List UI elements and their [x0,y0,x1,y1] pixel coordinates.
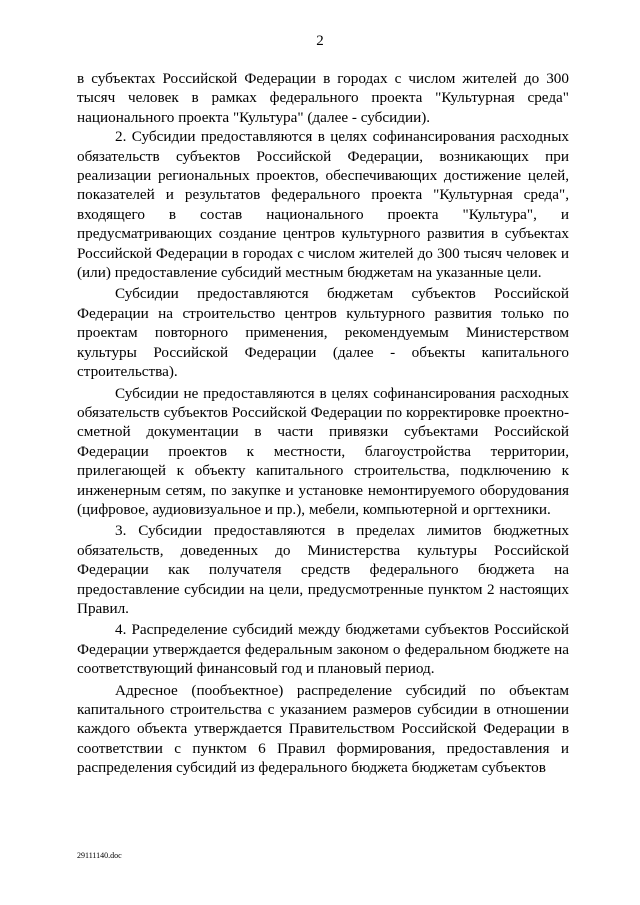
paragraph-subsidy-construction: Субсидии предоставляются бюджетам субъектов Российской Федерации на строительство центров культурного развития только по проектам повторного применения, рекомендуемым Министерством культуры Российской Федерации (далее - объекты капитального строительства). [77,285,569,381]
paragraph-continuation: в субъектах Российской Федерации в городах с числом жителей до 300 тысяч человек в рамках федерального проекта "Культурная среда" национального проекта "Культура" (далее - субсидии). [77,70,569,126]
paragraph-item-4: 4. Распределение субсидий между бюджетами субъектов Российской Федерации утверждается федеральным законом о федеральном бюджете на соответствующий финансовый год и плановый период. [77,621,569,678]
paragraph-address-distribution: Адресное (пообъектное) распределение субсидий по объектам капитального строительства с указанием размеров субсидии в отношении каждого объекта утверждается Правительством Российской Федерации в соответствии с пунктом 6 Правил формирования, предоставления и распределения субсидий из федерального бюджета бюджетам субъектов [77,681,569,777]
file-name-footer: 29111140.doc [77,851,122,860]
paragraph-item-2: 2. Субсидии предоставляются в целях софинансирования расходных обязательств субъектов Российской Федерации, возникающих при реализации региональных проектов, обеспечивающих достижение целей, показателей и результатов федерального проекта "Культурная среда", входящего в состав национального проекта "Культура", и предусматривающих создание центров культурного развития в субъектах Российской Федерации в городах с числом жителей до 300 тысяч человек и (или) предоставление субсидий местным бюджетам на указанные цели. [77,128,569,282]
page-number: 2 [316,33,324,49]
paragraph-subsidy-exclusions: Субсидии не предоставляются в целях софинансирования расходных обязательств субъектов Российской Федерации по корректировке проектно-сметной документации в части привязки субъектами Российской Федерации проектов к местности, благоустройства территории, прилегающей к объекту капитального строительства, подключению к инженерным сетям, по закупке и установке немонтируемого оборудования (цифровое, аудиовизуальное и пр.), мебели, компьютерной и оргтехники. [77,384,569,518]
document-body [77,69,569,778]
paragraph-item-3: 3. Субсидии предоставляются в пределах лимитов бюджетных обязательств, доведенных до Министерства культуры Российской Федерации как получателя средств федерального бюджета на предоставление субсидии на цели, предусмотренные пунктом 2 настоящих Правил. [77,522,569,617]
